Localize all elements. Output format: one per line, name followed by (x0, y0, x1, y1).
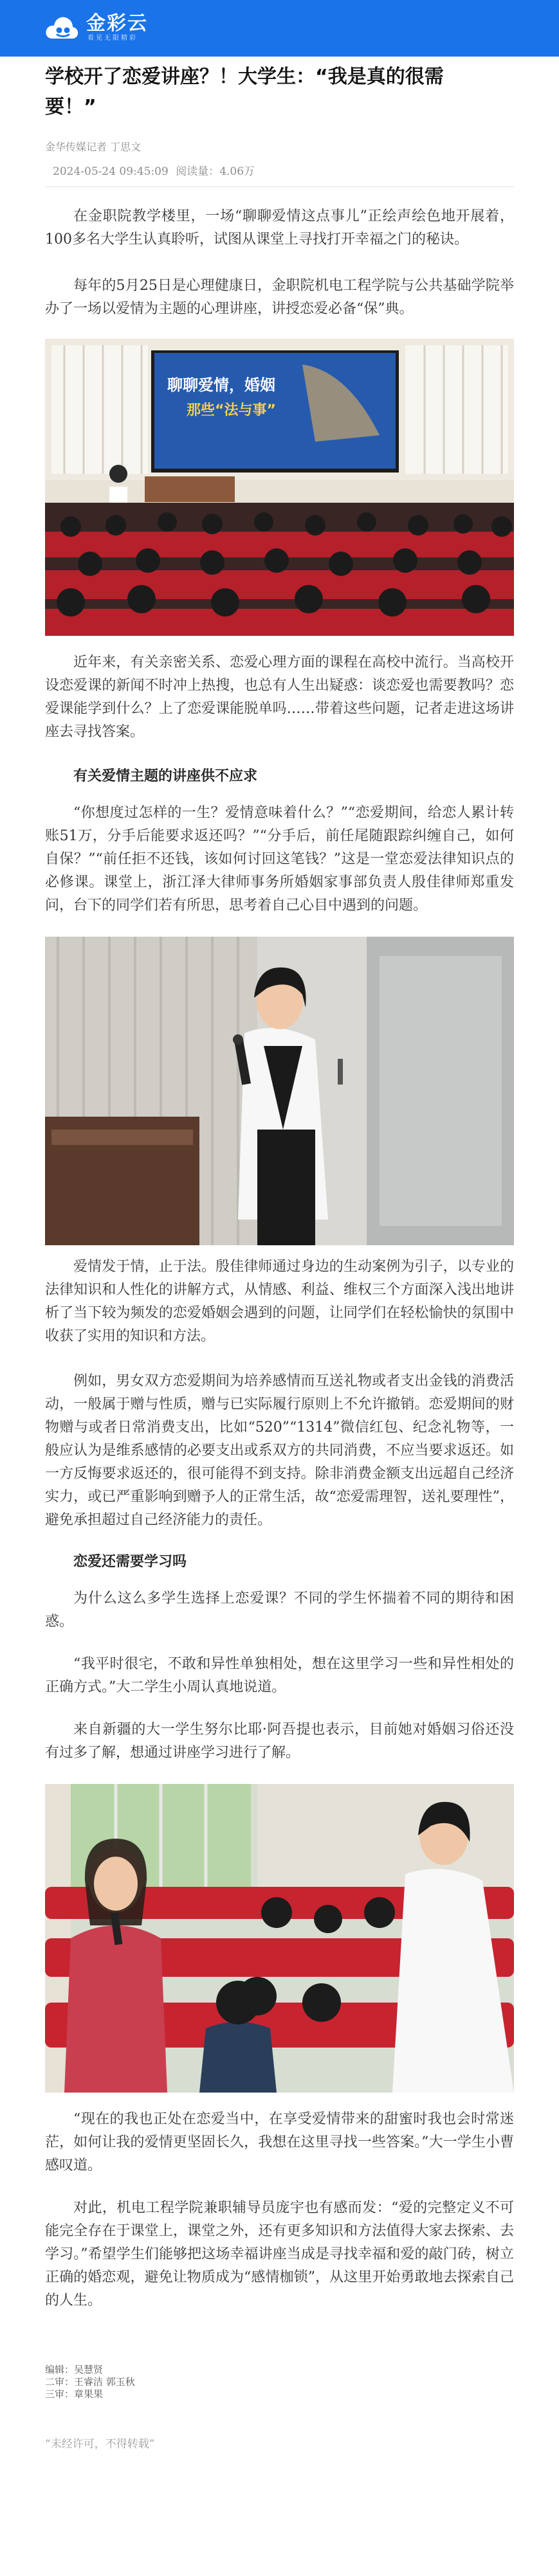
editor-credits (45, 2364, 514, 2400)
paragraph-8: “我平时很宅，不敢和异性单独相处，想在这里学习一些和异性相处的正确方式。”大二学生小周认真地说道。 (45, 1656, 514, 1695)
credit-review-3: 三审：章果果 (45, 2388, 104, 2400)
paragraph-5: 爱情发于情，止于法。殷佳律师通过身边的生动案例为引子，以专业的法律知识和人性化的讲解方式，从情感、利益、维权三个方面深入浅出地讲析了当下较为频发的恋爱婚姻会遇到的问题，让同学们在轻松愉快的氛围中收获了实用的知识和方法。 (45, 1259, 514, 1344)
app-header (0, 0, 559, 57)
paragraph-1: 在金职院教学楼里，一场“聊聊爱情这点事儿”正绘声绘色地开展着，100多名大学生认真聆听，试图从课堂上寻找打开幸福之门的秘诀。 (45, 208, 514, 248)
credit-review-2: 二审：王睿洁 郭玉秋 (45, 2376, 135, 2388)
paragraph-10: “现在的我也正处在恋爱当中，在享受爱情带来的甜蜜时我也会时常迷茫，如何让我的爱情更坚固长久，我想在这里寻找一些答案。”大一学生小曹感叹道。 (45, 2111, 514, 2174)
copyright-notice: “未经许可，不得转载” (45, 2438, 155, 2451)
paragraph-4: “你想度过怎样的一生？爱情意味着什么？”“恋爱期间，给恋人累计转账51万，分手后能要求返还吗？”“分手后，前任尾随跟踪纠缠自己，如何自保？”“前任拒不还钱，该如何讨回这笔钱？”这是一堂恋爱法律知识点的必修课。课堂上，浙江泽大律师事务所婚姻家事部负责人殷佳律师郑重发问，台下的同学们若有所思，思考着自己心目中遇到的问题。 (45, 805, 514, 914)
brand-name: 金彩云 (86, 12, 148, 35)
lecture-hall-photo (45, 339, 514, 636)
paragraph-11: 对此，机电工程学院兼职辅导员庞宇也有感而发：“爱的完整定义不可能完全存在于课堂上，课堂之外，还有更多知识和方法值得大家去探索、去学习。”希望学生们能够把这场幸福讲座当成是寻找幸福和爱的敲门砖，树立正确的婚恋观，避免让物质成为“感情枷锁”，从这里开始勇敢地去探索自己的人生。 (45, 2200, 514, 2309)
paragraph-6: 例如，男女双方恋爱期间为培养感情而互送礼物或者支出金钱的消费活动，一般属于赠与性质，赠与已实际履行原则上不允许撤销。恋爱期间的财物赠与或者日常消费支出，比如“520”“1314”微信红包、纪念礼物等，一般应认为是维系感情的必要支出或系双方的共同消费，不应当要求返还。如一方反悔要求返还的，很可能得不到支持。除非消费金额支出远超自己经济实力，或已严重影响到赠予人的正常生活，故“恋爱需理智，送礼要理性”，避免承担超过自己经济能力的责任。 (45, 1373, 514, 1528)
lawyer-speaking-photo (45, 937, 514, 1245)
paragraph-9: 来自新疆的大一学生努尔比耶·阿吾提也表示，目前她对婚姻习俗还没有过多了解，想通过讲座学习进行了解。 (45, 1722, 514, 1761)
cloud-logo-icon (44, 12, 80, 45)
brand-logo[interactable] (44, 12, 148, 45)
views-count: 4.06万 (219, 165, 255, 178)
slide-title-line2: 那些“法与事” (187, 402, 276, 419)
paragraph-3: 近年来，有关亲密关系、恋爱心理方面的课程在高校中流行。当高校开设恋爱课的新闻不时冲上热搜，也总有人生出疑惑：谈恋爱也需要教吗？恋爱课能学到什么？上了恋爱课能脱单吗……带着这些问题，记者走进这场讲座去寻找答案。 (45, 654, 514, 740)
views-label: 阅读量： (176, 165, 220, 178)
publish-date: 2024-05-24 09:45:09 (53, 165, 169, 178)
article-title: 学校开了恋爱讲座？！大学生：“我是真的很需要！” (45, 66, 444, 118)
article-body (0, 62, 559, 2452)
meta-divider (45, 186, 514, 187)
paragraph-2: 每年的5月25日是心理健康日，金职院机电工程学院与公共基础学院举办了一场以爱情为主题的心理讲座，讲授恋爱必备“保”典。 (45, 278, 514, 317)
article-meta (45, 165, 514, 179)
section-heading-2: 恋爱还需要学习吗 (73, 1554, 187, 1570)
credit-editor: 编辑：吴慧贤 (45, 2364, 104, 2375)
slide-title-line1: 聊聊爱情，婚姻 (167, 376, 275, 394)
brand-slogan: 看见无限精彩 (87, 35, 138, 42)
article-author: 金华传媒记者 丁思文 (45, 141, 142, 153)
section-heading-1: 有关爱情主题的讲座供不应求 (73, 768, 258, 784)
paragraph-7: 为什么这么多学生选择上恋爱课？不同的学生怀揣着不同的期待和困惑。 (45, 1590, 514, 1630)
student-question-photo (45, 1784, 514, 2093)
